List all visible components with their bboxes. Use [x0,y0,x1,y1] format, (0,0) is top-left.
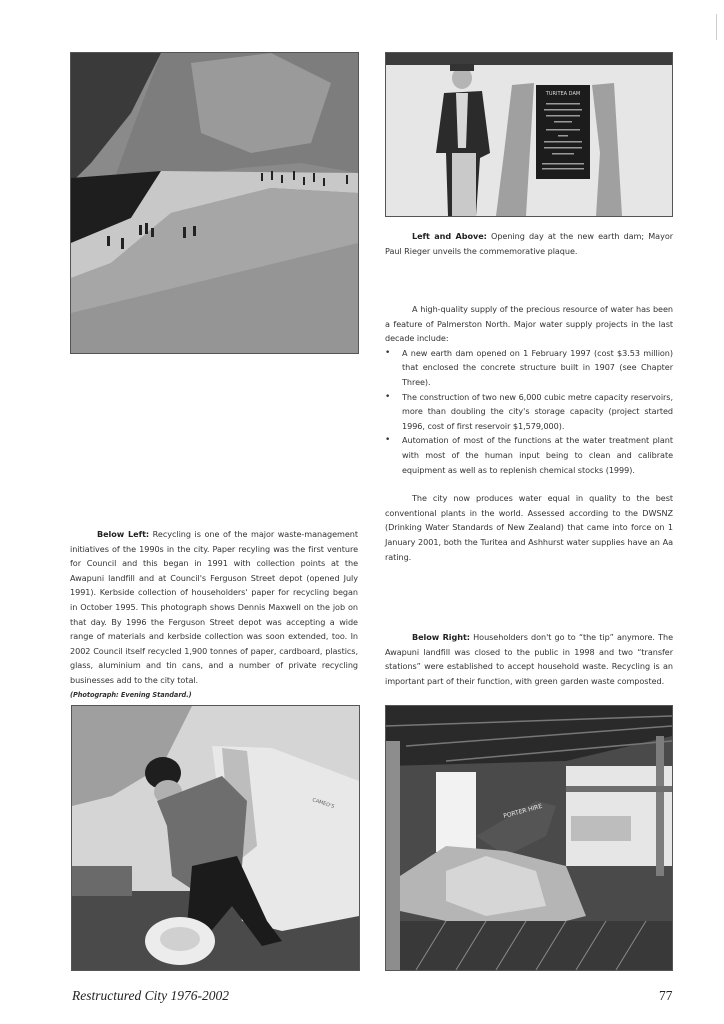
photo-credit: (Photograph: Evening Standard.) [70,690,192,699]
caption-text: Opening day at the new earth dam; Mayor Paul Rieger unveils the commemorative plaque. [385,231,673,256]
caption-text: Householders don't go to “the tip” anymore. The Awapuni landfill was closed to the public in 1998 and two “transfer stations” were established to accept household waste. Recycling is an important part of their function, with green garden waste composted. [385,632,673,686]
plaque-unveiling-photo [385,52,673,217]
caption-below-left [70,527,358,702]
recycling-photo [71,705,360,971]
list-item: • Automation of most of the functions at the water treatment plant with most of the human input being to clean and calibrate equipment as well as to replenish chemical stocks (1999). [385,433,673,477]
list-item: • A new earth dam opened on 1 February 1997 (cost $3.53 million) that enclosed the concrete structure built in 1907 (see Chapter Three). [385,346,673,390]
body-intro: A high-quality supply of the precious resource of water has been a feature of Palmerston North. Major water supply projects in the last decade include: [385,304,673,344]
page-number: 77 [659,988,673,1003]
excavator-label: PORTER HIRE [502,802,544,820]
page-edge-mark [716,14,717,40]
earth-dam-photo [70,52,359,354]
caption-below-right [385,630,673,688]
caption-lead: Left and Above: [412,231,487,241]
body-text [385,302,673,564]
transfer-station-image [386,706,672,970]
water-projects-list [385,346,673,477]
plaque-heading: TURITEA DAM [545,91,581,97]
running-title: Restructured City 1976-2002 [72,988,229,1003]
truck-label: CAMEO'S [311,797,335,810]
caption-lead: Below Right: [412,632,470,642]
earth-dam-image [71,53,358,353]
caption-left-and-above [385,229,673,258]
body-closing: The city now produces water equal in quality to the best conventional plants in the world. Assessed according to the DWSNZ (Drinking Water Standards of New Zealand) that came into force on 1 January 2001, both the Turitea and Ashhurst water supplies have an Aa rating. [385,493,673,562]
list-item: • The construction of two new 6,000 cubic metre capacity reservoirs, more than doubling the city's storage capacity (project started 1996, cost of first reservoir $1,579,000). [385,390,673,434]
caption-text: Recycling is one of the major waste-management initiatives of the 1990s in the city. Paper recyling was the first venture for Council and this began in 1991 with collection points at the Awapuni landfill and at Council's Ferguson Street depot (opened July 1991). Kerbside collection of householders' paper for recycling began in October 1995. This photograph shows Dennis Maxwell on the job on that day. By 1996 the Ferguson Street depot was accepting a wide range of materials and kerbside collection was soon extended, too. In 2002 Council itself recycled 1,900 tonnes of paper, cardboard, plastics, glass, aluminium and tin cans, and a number of private recycling businesses add to the city total. [70,529,358,685]
plaque-image [386,53,672,216]
transfer-station-photo [385,705,673,971]
caption-lead: Below Left: [97,529,150,539]
recycling-image [72,706,359,970]
